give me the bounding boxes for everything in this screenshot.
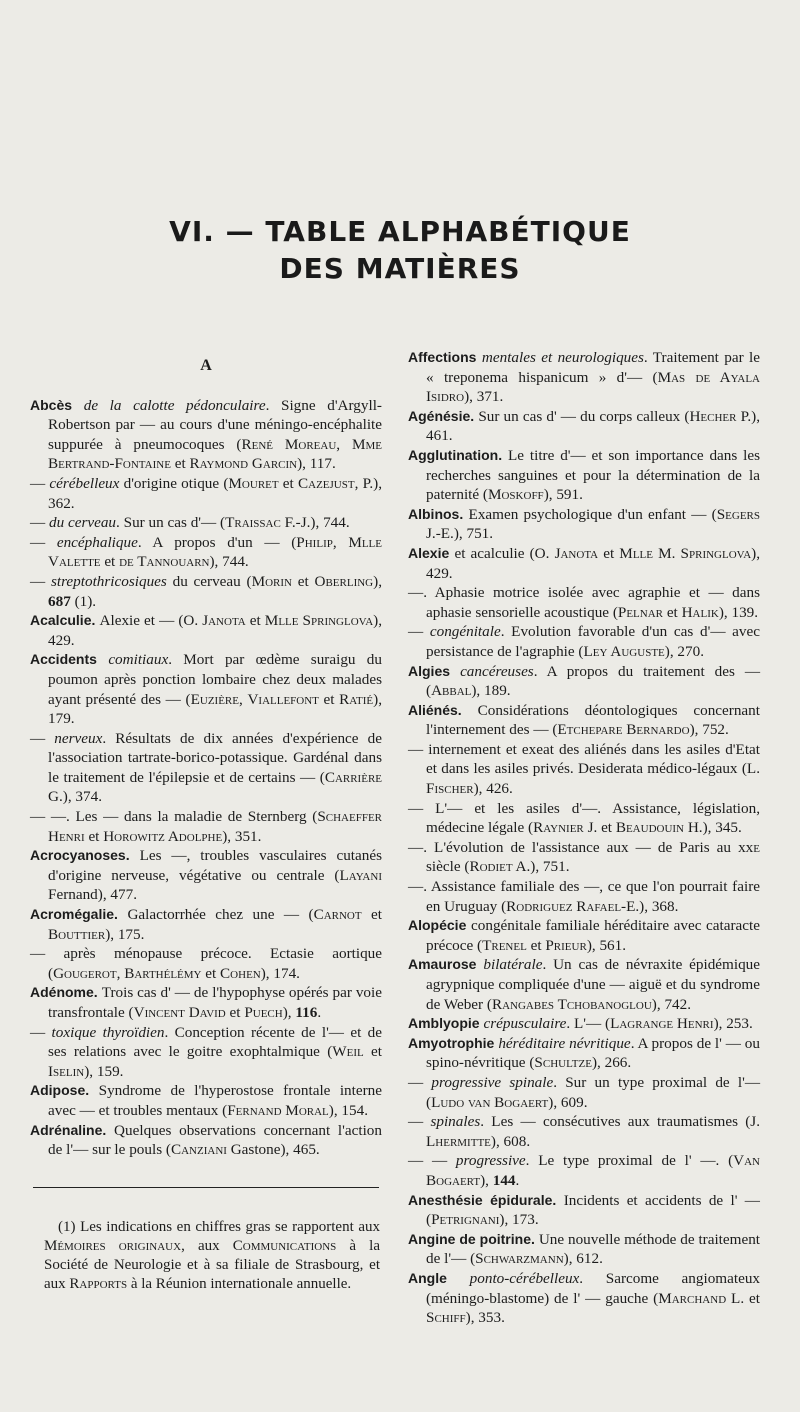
entry-smallcaps: Segers	[716, 505, 760, 523]
entry-headword: Adipose.	[30, 1082, 99, 1099]
entry-text: P.), 461.	[426, 407, 760, 445]
index-entry	[30, 1023, 382, 1082]
index-entry	[408, 1230, 760, 1269]
entry-text: (1).	[70, 592, 97, 610]
entry-text: ), 253.	[713, 1015, 753, 1033]
entry-text: ), 371.	[464, 388, 504, 406]
entry-text: . A propos d'un — (	[137, 533, 297, 551]
entry-smallcaps: Springlova	[302, 612, 374, 630]
entry-smallcaps: Lagrange Henri	[610, 1015, 714, 1033]
entry-text: ), 266.	[591, 1054, 632, 1072]
index-entry	[30, 846, 382, 905]
index-entry	[408, 877, 760, 916]
index-entry	[30, 396, 382, 474]
entry-headword: Angle	[408, 1269, 470, 1286]
index-entry	[30, 650, 382, 728]
index-entry	[408, 1191, 760, 1230]
entry-smallcaps: Valette	[48, 553, 101, 571]
index-entry	[30, 729, 382, 807]
entry-smallcaps: Rodriguez Rafael-E.	[506, 897, 640, 915]
entry-text: et acalculie (O.	[454, 544, 555, 562]
entry-smallcaps: Carrière	[324, 768, 382, 786]
footnote-smallcaps: Rapports	[69, 1276, 128, 1292]
entry-text: — après ménopause précoce. Ectasie aortique (	[30, 945, 382, 982]
footnote-text: à la Réunion internationale annuelle.	[127, 1276, 352, 1292]
entry-smallcaps: Ratié	[339, 690, 374, 708]
entry-text: ), 159.	[84, 1062, 124, 1080]
entry-text: siècle (	[426, 858, 470, 876]
entry-text: et	[663, 603, 682, 621]
page-subtitle: DES MATIÈRES	[279, 252, 521, 285]
entry-smallcaps: Iselin	[48, 1062, 85, 1080]
entry-italic: progressive spinale	[431, 1073, 554, 1091]
entry-smallcaps: Marchand	[658, 1289, 727, 1307]
entry-list-right	[408, 348, 760, 1328]
index-entry	[30, 513, 382, 533]
entry-text: ), 174.	[260, 964, 300, 982]
entry-smallcaps: Janota	[554, 544, 599, 562]
left-column	[30, 350, 382, 1160]
entry-text: Gastone), 465.	[226, 1141, 320, 1159]
index-entry	[408, 838, 760, 877]
entry-headword: Adénome.	[30, 984, 102, 1001]
entry-text: M.	[653, 544, 681, 562]
index-entry	[408, 1014, 760, 1034]
entry-smallcaps: Bertrand-Fontaine	[48, 455, 171, 473]
entry-headword: Acromégalie.	[30, 906, 128, 923]
entry-text: ), 591.	[543, 486, 583, 504]
entry-smallcaps: Weil	[332, 1043, 364, 1061]
entry-smallcaps: Gougerot	[53, 964, 117, 982]
entry-text: et M	[598, 544, 633, 562]
entry-text: —. Aphasie motrice isolée avec agraphie et — dans aphasie sensorielle acoustique (	[408, 584, 760, 621]
entry-text: et	[292, 572, 315, 590]
entry-text: ), 561.	[586, 936, 627, 954]
entry-smallcaps: Traissac	[225, 514, 281, 532]
entry-text: ), 429.	[426, 544, 760, 582]
index-entry	[408, 916, 760, 955]
index-entry	[408, 1112, 760, 1151]
index-entry	[30, 611, 382, 650]
entry-text: et	[361, 906, 382, 924]
entry-list-left	[30, 396, 382, 1160]
entry-text: J.-E.), 751.	[426, 525, 494, 543]
index-entry	[30, 944, 382, 983]
entry-text: G.), 374.	[48, 788, 102, 806]
entry-italic: congénitale	[429, 623, 501, 641]
footnote-text: à la Société de Neurologie et à sa filiale de Strasbourg, et aux	[44, 1238, 380, 1292]
entry-text: . Traitement par le « treponema hispanicum » d'— (	[426, 349, 760, 386]
footnote-mark: (1)	[58, 1219, 81, 1235]
entry-headword: Amyotrophie	[408, 1034, 499, 1051]
index-entry	[408, 701, 760, 740]
entry-text: — —	[408, 1152, 456, 1170]
index-entry	[408, 505, 760, 544]
entry-smallcaps: Euzière	[190, 690, 239, 708]
index-entry	[408, 1073, 760, 1112]
entry-smallcaps: Fernand Moral	[227, 1101, 329, 1119]
entry-text: — —. Les — dans la maladie de Sternberg (	[30, 808, 318, 826]
entry-headword: Agénésie.	[408, 407, 479, 424]
entry-text: ),	[373, 572, 382, 590]
entry-text: et	[526, 936, 546, 954]
entry-smallcaps: Horowitz Adolphe	[103, 827, 223, 845]
entry-smallcaps: Ley Auguste	[583, 642, 665, 660]
entry-text: congénitale familiale héréditaire avec cataracte précoce (	[426, 917, 760, 954]
entry-text: —	[408, 1073, 432, 1091]
entry-smallcaps: Oberling	[314, 572, 374, 590]
entry-headword: Acrocyanoses.	[30, 847, 140, 864]
entry-smallcaps: Pelnar	[617, 603, 664, 621]
entry-text: Considérations déontologiques concernant l'internement des — (	[426, 701, 760, 739]
entry-text: et	[363, 1043, 382, 1061]
entry-italic: nerveux	[54, 729, 103, 747]
entry-text: —	[30, 474, 50, 492]
entry-text: , M	[332, 533, 362, 551]
entry-smallcaps: Hecher	[689, 407, 737, 425]
entry-headword: Accidents	[30, 651, 109, 668]
entry-text: ), 426.	[473, 780, 513, 798]
index-entry	[408, 1151, 760, 1190]
entry-italic: ponto-cérébelleux	[469, 1269, 580, 1287]
entry-smallcaps: Rodiet	[469, 858, 513, 876]
index-entry	[408, 622, 760, 661]
index-entry	[408, 1034, 760, 1073]
entry-headword: Aliénés.	[408, 701, 478, 718]
entry-text: du cerveau (	[166, 572, 252, 590]
index-entry	[30, 905, 382, 944]
index-entry	[30, 983, 382, 1022]
entry-text: .	[515, 1171, 520, 1189]
entry-smallcaps: Etchepare Bernardo	[557, 721, 690, 739]
entry-text: ),	[480, 1171, 493, 1189]
entry-headword: Alexie	[408, 544, 455, 561]
entry-smallcaps: Cohen	[220, 964, 261, 982]
entry-text: ), 742.	[651, 995, 692, 1013]
entry-smallcaps: Morin	[251, 572, 292, 590]
entry-text: ,	[116, 964, 125, 982]
entry-smallcaps: Springlova	[680, 544, 752, 562]
entry-text: Sur un cas d' — du corps calleux (	[478, 407, 690, 425]
entry-smallcaps: Prieur	[545, 936, 587, 954]
entry-text: . A propos de l' — ou spino-névritique (	[426, 1034, 760, 1072]
entry-text: ), 353.	[465, 1309, 505, 1327]
index-entry	[408, 407, 760, 446]
entry-headword: Amaurose	[408, 956, 484, 973]
entry-text: — internement et exeat des aliénés dans les asiles d'Etat et dans les asiles privés. Desiderata médico-légaux (L.	[408, 740, 760, 778]
entry-text: ), 139.	[718, 603, 759, 621]
entry-text: . A propos du traitement des — (	[426, 662, 761, 700]
entry-text: et	[170, 455, 190, 473]
entry-headword: Amblyopie	[408, 1015, 484, 1032]
entry-italic: streptothricosiques	[50, 572, 167, 590]
index-entry	[408, 348, 760, 407]
entry-smallcaps: Schultze	[534, 1054, 592, 1072]
entry-smallcaps: Schiff	[426, 1309, 466, 1327]
entry-text: ), 117.	[297, 455, 336, 473]
entry-text: ), 608.	[490, 1132, 531, 1150]
entry-smallcaps: lle	[278, 612, 299, 630]
page-title: VI. — TABLE ALPHABÉTIQUE	[169, 215, 631, 248]
entry-text: ), 429.	[48, 612, 382, 649]
entry-text: Fernand), 477.	[48, 886, 137, 904]
entry-smallcaps: Abbal	[431, 682, 472, 700]
entry-smallcaps: Rangabes Tchobanoglou	[491, 995, 652, 1013]
entry-headword: Acalculie.	[30, 612, 100, 629]
entry-smallcaps: Van Bogaert	[426, 1152, 760, 1189]
entry-bold-number: 116	[295, 1004, 318, 1021]
entry-smallcaps: Canziani	[170, 1141, 227, 1159]
entry-smallcaps: de Tannouarn	[119, 553, 210, 571]
entry-smallcaps: Schaeffer Henri	[48, 808, 382, 845]
entry-smallcaps: Layani	[339, 866, 382, 884]
entry-headword: Adrénaline.	[30, 1121, 115, 1138]
entry-bold-number: 687	[48, 592, 71, 610]
entry-text: A.), 751.	[512, 858, 570, 876]
index-entry	[408, 799, 760, 838]
entry-bold-number: 144	[492, 1171, 516, 1189]
footnote-text: , aux	[181, 1238, 233, 1254]
entry-smallcaps: lle	[361, 533, 382, 551]
entry-text: —	[30, 729, 55, 747]
entry-italic: mentales et neurologiques	[481, 349, 644, 366]
entry-text: .	[317, 1004, 322, 1021]
entry-smallcaps: Vincent David	[133, 1004, 226, 1021]
entry-headword: Algies	[408, 662, 461, 679]
index-entry	[408, 544, 760, 583]
footnote-smallcaps: Mémoires originaux	[44, 1238, 182, 1254]
entry-text: ,	[238, 690, 248, 708]
entry-headword: Anesthésie épidurale.	[408, 1191, 564, 1208]
entry-text: Syndrome de l'hyperostose frontale interne avec — et troubles mentaux (	[48, 1082, 382, 1119]
entry-smallcaps: Viallefont	[247, 690, 319, 708]
entry-italic: cérébelleux	[49, 474, 120, 492]
entry-text: Les —, troubles vasculaires cutanés d'origine nerveuse, végétative ou centrale (	[48, 847, 382, 884]
entry-text: —	[30, 1023, 52, 1041]
entry-smallcaps: Bouttier	[48, 925, 106, 943]
entry-text: . Les — consécutives aux traumatismes (J.	[480, 1113, 761, 1131]
entry-text: ), 154.	[328, 1101, 368, 1119]
entry-smallcaps: Moskoff	[487, 486, 544, 504]
index-entry	[30, 1121, 382, 1160]
entry-italic: cancéreuses	[460, 662, 534, 680]
entry-italic: crépusculaire	[483, 1015, 567, 1033]
entry-italic: toxique thyroïdien	[51, 1023, 165, 1041]
footnote	[44, 1218, 380, 1294]
entry-smallcaps: Cazejust	[298, 474, 355, 492]
entry-italic: progressive	[455, 1152, 526, 1170]
entry-text: Examen psychologique d'un enfant — (	[468, 505, 717, 523]
section-letter: A	[200, 357, 212, 374]
entry-text: . Résultats de dix années d'expérience de l'association tartrate-borico-potassique. Gardénal dans le traitement de l'épilepsie et de certains — (	[48, 729, 382, 786]
entry-text: L. et	[726, 1289, 760, 1307]
entry-smallcaps: e	[753, 838, 760, 856]
entry-headword: Abcès	[30, 396, 84, 413]
entry-text: ), 752.	[689, 721, 729, 739]
entry-headword: Angine de poitrine.	[408, 1230, 539, 1247]
entry-italic: héréditaire névritique	[498, 1034, 631, 1052]
entry-text: ), 175.	[105, 925, 145, 943]
entry-smallcaps: Barthélémy	[124, 964, 202, 982]
entry-smallcaps: René Moreau	[241, 435, 337, 453]
entry-smallcaps: Halik	[681, 603, 719, 621]
entry-text: ), 351.	[222, 827, 262, 845]
entry-italic: comitiaux	[108, 651, 169, 669]
entry-text: — L'— et les asiles d'—. Assistance, législation, médecine légale (	[408, 799, 760, 837]
entry-smallcaps: Puech	[244, 1004, 283, 1021]
entry-text: et	[318, 690, 340, 708]
entry-text: et M	[245, 612, 279, 630]
entry-smallcaps: Fischer	[426, 780, 474, 798]
entry-text: . L'— (	[566, 1015, 611, 1033]
entry-smallcaps: Beaudouin	[615, 819, 685, 837]
index-entry	[408, 583, 760, 622]
entry-smallcaps: Philip	[296, 533, 333, 551]
entry-text: ), 179.	[48, 690, 382, 728]
entry-text: Une nouvelle méthode de traitement de l'— (	[426, 1230, 761, 1268]
entry-text: —	[408, 623, 430, 641]
index-entry	[408, 1269, 760, 1328]
entry-text: —	[30, 533, 57, 551]
entry-italic: encéphalique	[56, 533, 138, 551]
entry-text: . Conception récente de l'— et de ses relations avec le goitre exophtalmique (	[48, 1023, 382, 1061]
entry-text: F.-J.), 744.	[280, 514, 350, 532]
index-entry	[408, 662, 760, 701]
entry-text: et	[225, 1004, 245, 1021]
footnote-divider	[33, 1187, 379, 1188]
entry-text: —	[30, 572, 51, 590]
entry-smallcaps: Raymond Garcin	[189, 455, 298, 473]
index-entry	[30, 572, 382, 611]
entry-smallcaps: Raynier	[533, 819, 584, 837]
entry-headword: Agglutination.	[408, 446, 509, 463]
entry-text: J. et	[583, 819, 616, 837]
entry-text: —. L'évolution de l'assistance aux — de Paris au xx	[408, 838, 754, 856]
entry-text: . Un cas de névraxite épidémique agrypnique compliquée d'une — aiguë et du syndrome de Weber (	[426, 956, 761, 1013]
entry-text: ), 189.	[471, 682, 511, 700]
entry-text: ), 368.	[639, 897, 679, 915]
entry-italic: de la calotte pédonculaire	[83, 396, 266, 414]
entry-text: Galactorrhée chez une — (	[127, 906, 314, 924]
entry-smallcaps: Lhermitte	[426, 1132, 491, 1150]
entry-headword: Albinos.	[408, 505, 469, 522]
entry-text: . Mort par œdème suraigu du poumon après ponction lombaire chez deux malades ayant présenté des — (	[48, 651, 382, 708]
entry-text: Le titre d'— et son importance dans les recherches sanguines et pour la détermination de la paternité (	[426, 446, 760, 504]
entry-italic: spinales	[430, 1113, 481, 1131]
entry-smallcaps: Carnot	[313, 906, 362, 924]
entry-text: , P.), 362.	[48, 474, 383, 512]
entry-smallcaps: Janota	[202, 612, 246, 630]
entry-smallcaps: Ludo van Bogaert	[431, 1093, 549, 1111]
index-entry	[30, 533, 382, 572]
entry-text: et	[100, 553, 120, 571]
entry-smallcaps: Schwarzmann	[475, 1250, 564, 1268]
entry-text: H.), 345.	[684, 819, 742, 837]
entry-smallcaps: Petrignani	[431, 1211, 500, 1229]
index-entry	[30, 1081, 382, 1120]
entry-text: ), 609.	[548, 1093, 588, 1111]
entry-text: —. Assistance familiale des —, ce que l'on pourrait faire en Uruguay (	[408, 878, 760, 915]
entry-text: . Evolution favorable d'un cas d'— avec persistance de l'agraphie (	[426, 623, 760, 660]
entry-italic: du cerveau	[48, 514, 117, 532]
entry-text: Alexie et — (O.	[99, 612, 203, 630]
entry-text: ), 173.	[499, 1211, 539, 1229]
entry-text: Incidents et accidents de l' — (	[426, 1191, 760, 1229]
entry-text: et	[278, 474, 298, 492]
entry-text: . Sarcome angiomateux (méningo-blastome) de l' — gauche (	[426, 1269, 761, 1307]
right-column	[408, 348, 760, 1328]
index-entry	[30, 474, 382, 513]
entry-text: Quelques observations concernant l'action de l'— sur le pouls (	[48, 1121, 382, 1159]
entry-smallcaps: Mouret	[228, 474, 279, 492]
entry-smallcaps: lle	[632, 544, 653, 562]
entry-text: . Le type proximal de l' —. (	[525, 1152, 734, 1170]
entry-text: et	[84, 827, 104, 845]
entry-headword: Alopécie	[408, 917, 472, 934]
index-entry	[408, 955, 760, 1014]
index-entry	[408, 740, 760, 799]
entry-text: —	[30, 514, 49, 532]
entry-headword: Affections	[408, 349, 482, 365]
entry-smallcaps: me	[365, 435, 383, 453]
footnote-text: Les indications en chiffres gras se rapportent aux	[80, 1219, 380, 1235]
entry-text: ), 612.	[563, 1250, 603, 1268]
entry-text: d'origine otique (	[119, 474, 229, 492]
entry-text: —	[408, 1113, 431, 1131]
entry-text: ), 270.	[664, 642, 704, 660]
index-entry	[30, 807, 382, 846]
entry-smallcaps: Mas de Ayala Isidro	[426, 368, 760, 406]
entry-text: , M	[336, 435, 366, 453]
entry-text: ),	[282, 1004, 296, 1021]
entry-smallcaps: Trenel	[482, 936, 527, 954]
entry-text: Trois cas d' — de l'hypophyse opérés par voie transfrontale (	[48, 984, 382, 1021]
footnote-smallcaps: Communications	[232, 1238, 337, 1254]
entry-text: . Sur un type proximal de l'— (	[426, 1073, 761, 1111]
entry-text: . Signe d'Argyll-Robertson par — au cours d'une méningo-encéphalite suppurée à pneumocoques (	[48, 396, 382, 453]
index-entry	[408, 446, 760, 505]
entry-text: . Sur un cas d'— (	[116, 514, 226, 532]
entry-text: et	[201, 964, 221, 982]
entry-text: ), 744.	[209, 553, 249, 571]
entry-italic: bilatérale	[483, 956, 543, 974]
